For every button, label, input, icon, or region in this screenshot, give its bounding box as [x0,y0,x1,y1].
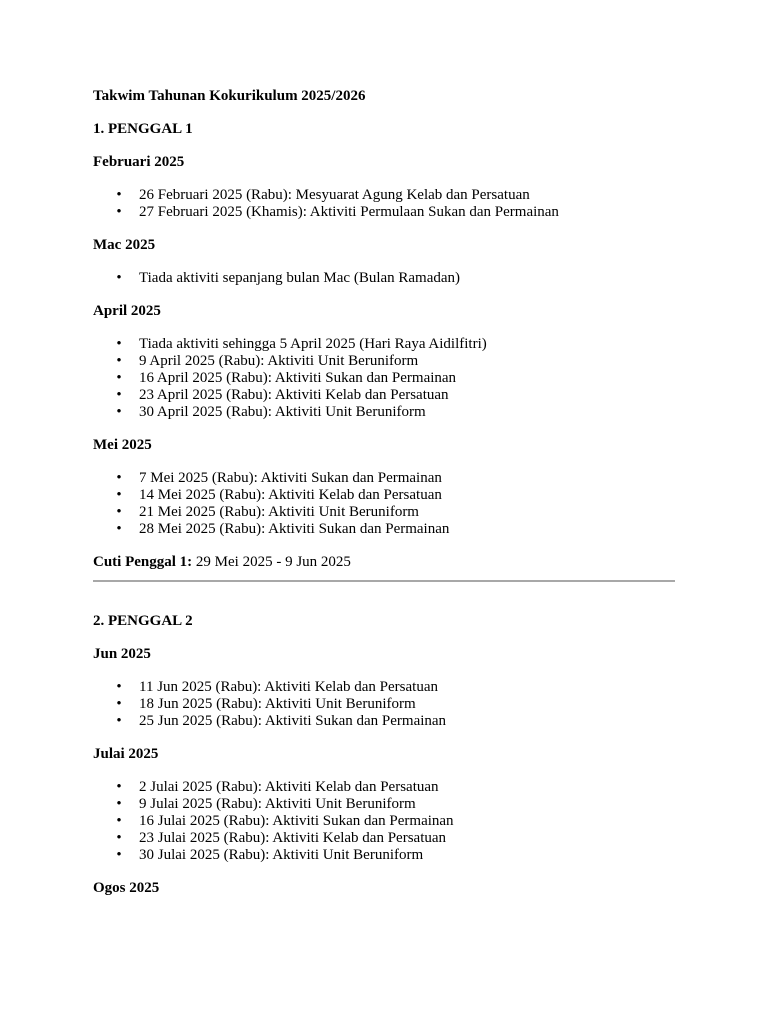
list-item-text: 14 Mei 2025 (Rabu): Aktiviti Kelab dan Persatuan [139,487,442,503]
list-item-text: 25 Jun 2025 (Rabu): Aktiviti Sukan dan Permainan [139,713,447,729]
list-item [93,813,675,830]
bullet-icon: • [116,504,122,520]
list-item-text: 9 Julai 2025 (Rabu): Aktiviti Unit Beruniform [139,796,416,812]
list-item [93,487,675,504]
month-heading-ogos: Ogos 2025 [93,880,160,896]
list-item-text: 30 April 2025 (Rabu): Aktiviti Unit Beruniform [139,404,426,420]
bullet-icon: • [116,713,122,729]
bullet-icon: • [116,487,122,503]
list-item [93,387,675,404]
bullet-icon: • [116,404,122,420]
bullet-icon: • [116,387,122,403]
list-item-text: Tiada aktiviti sepanjang bulan Mac (Bulan Ramadan) [139,270,461,286]
bullet-icon: • [116,679,122,695]
activity-list-jun [93,679,675,730]
bullet-icon: • [116,830,122,846]
list-item [93,847,675,864]
month-heading-april: April 2025 [93,303,161,319]
list-item [93,470,675,487]
month-heading-februari: Februari 2025 [93,154,185,170]
bullet-icon: • [116,779,122,795]
term-break-label: Cuti Penggal 1: [93,554,193,570]
list-item [93,187,675,204]
list-item [93,521,675,538]
section-heading-penggal-2: 2. PENGGAL 2 [93,613,193,629]
term-break-penggal-1 [93,554,675,571]
bullet-icon: • [116,813,122,829]
list-item-text: 30 Julai 2025 (Rabu): Aktiviti Unit Beruniform [139,847,424,863]
bullet-icon: • [116,187,122,203]
bullet-icon: • [116,336,122,352]
list-item [93,353,675,370]
list-item [93,504,675,521]
bullet-icon: • [116,796,122,812]
list-item-text: 23 April 2025 (Rabu): Aktiviti Kelab dan Persatuan [139,387,449,403]
list-item-text: 18 Jun 2025 (Rabu): Aktiviti Unit Beruniform [139,696,416,712]
document-page [93,88,675,913]
term-break-dates: 29 Mei 2025 - 9 Jun 2025 [192,554,351,570]
bullet-icon: • [116,353,122,369]
list-item [93,404,675,421]
list-item-text: 11 Jun 2025 (Rabu): Aktiviti Kelab dan Persatuan [139,679,438,695]
list-item [93,779,675,796]
list-item-text: 2 Julai 2025 (Rabu): Aktiviti Kelab dan Persatuan [139,779,439,795]
list-item [93,713,675,730]
bullet-icon: • [116,470,122,486]
activity-list-julai [93,779,675,864]
list-item-text: 26 Februari 2025 (Rabu): Mesyuarat Agung Kelab dan Persatuan [139,187,530,203]
list-item-text: 16 April 2025 (Rabu): Aktiviti Sukan dan Permainan [139,370,457,386]
month-heading-mei: Mei 2025 [93,437,152,453]
list-item-text: 21 Mei 2025 (Rabu): Aktiviti Unit Beruniform [139,504,419,520]
list-item [93,796,675,813]
list-item [93,696,675,713]
month-heading-julai: Julai 2025 [93,746,159,762]
list-item [93,370,675,387]
bullet-icon: • [116,204,122,220]
list-item [93,679,675,696]
list-item-text: 28 Mei 2025 (Rabu): Aktiviti Sukan dan Permainan [139,521,450,537]
list-item-text: 7 Mei 2025 (Rabu): Aktiviti Sukan dan Permainan [139,470,442,486]
document-title: Takwim Tahunan Kokurikulum 2025/2026 [93,88,366,104]
activity-list-mei [93,470,675,538]
bullet-icon: • [116,847,122,863]
list-item-text: 9 April 2025 (Rabu): Aktiviti Unit Beruniform [139,353,419,369]
activity-list-mac [93,270,675,287]
list-item [93,270,675,287]
section-divider [93,580,675,582]
section-heading-penggal-1: 1. PENGGAL 1 [93,121,193,137]
bullet-icon: • [116,696,122,712]
list-item-text: 23 Julai 2025 (Rabu): Aktiviti Kelab dan Persatuan [139,830,447,846]
activity-list-februari [93,187,675,221]
month-heading-jun: Jun 2025 [93,646,151,662]
list-item-text: Tiada aktiviti sehingga 5 April 2025 (Hari Raya Aidilfitri) [139,336,487,352]
list-item [93,336,675,353]
activity-list-april [93,336,675,421]
list-item [93,830,675,847]
month-heading-mac: Mac 2025 [93,237,156,253]
list-item [93,204,675,221]
bullet-icon: • [116,270,122,286]
list-item-text: 27 Februari 2025 (Khamis): Aktiviti Permulaan Sukan dan Permainan [139,204,559,220]
bullet-icon: • [116,521,122,537]
bullet-icon: • [116,370,122,386]
list-item-text: 16 Julai 2025 (Rabu): Aktiviti Sukan dan Permainan [139,813,454,829]
